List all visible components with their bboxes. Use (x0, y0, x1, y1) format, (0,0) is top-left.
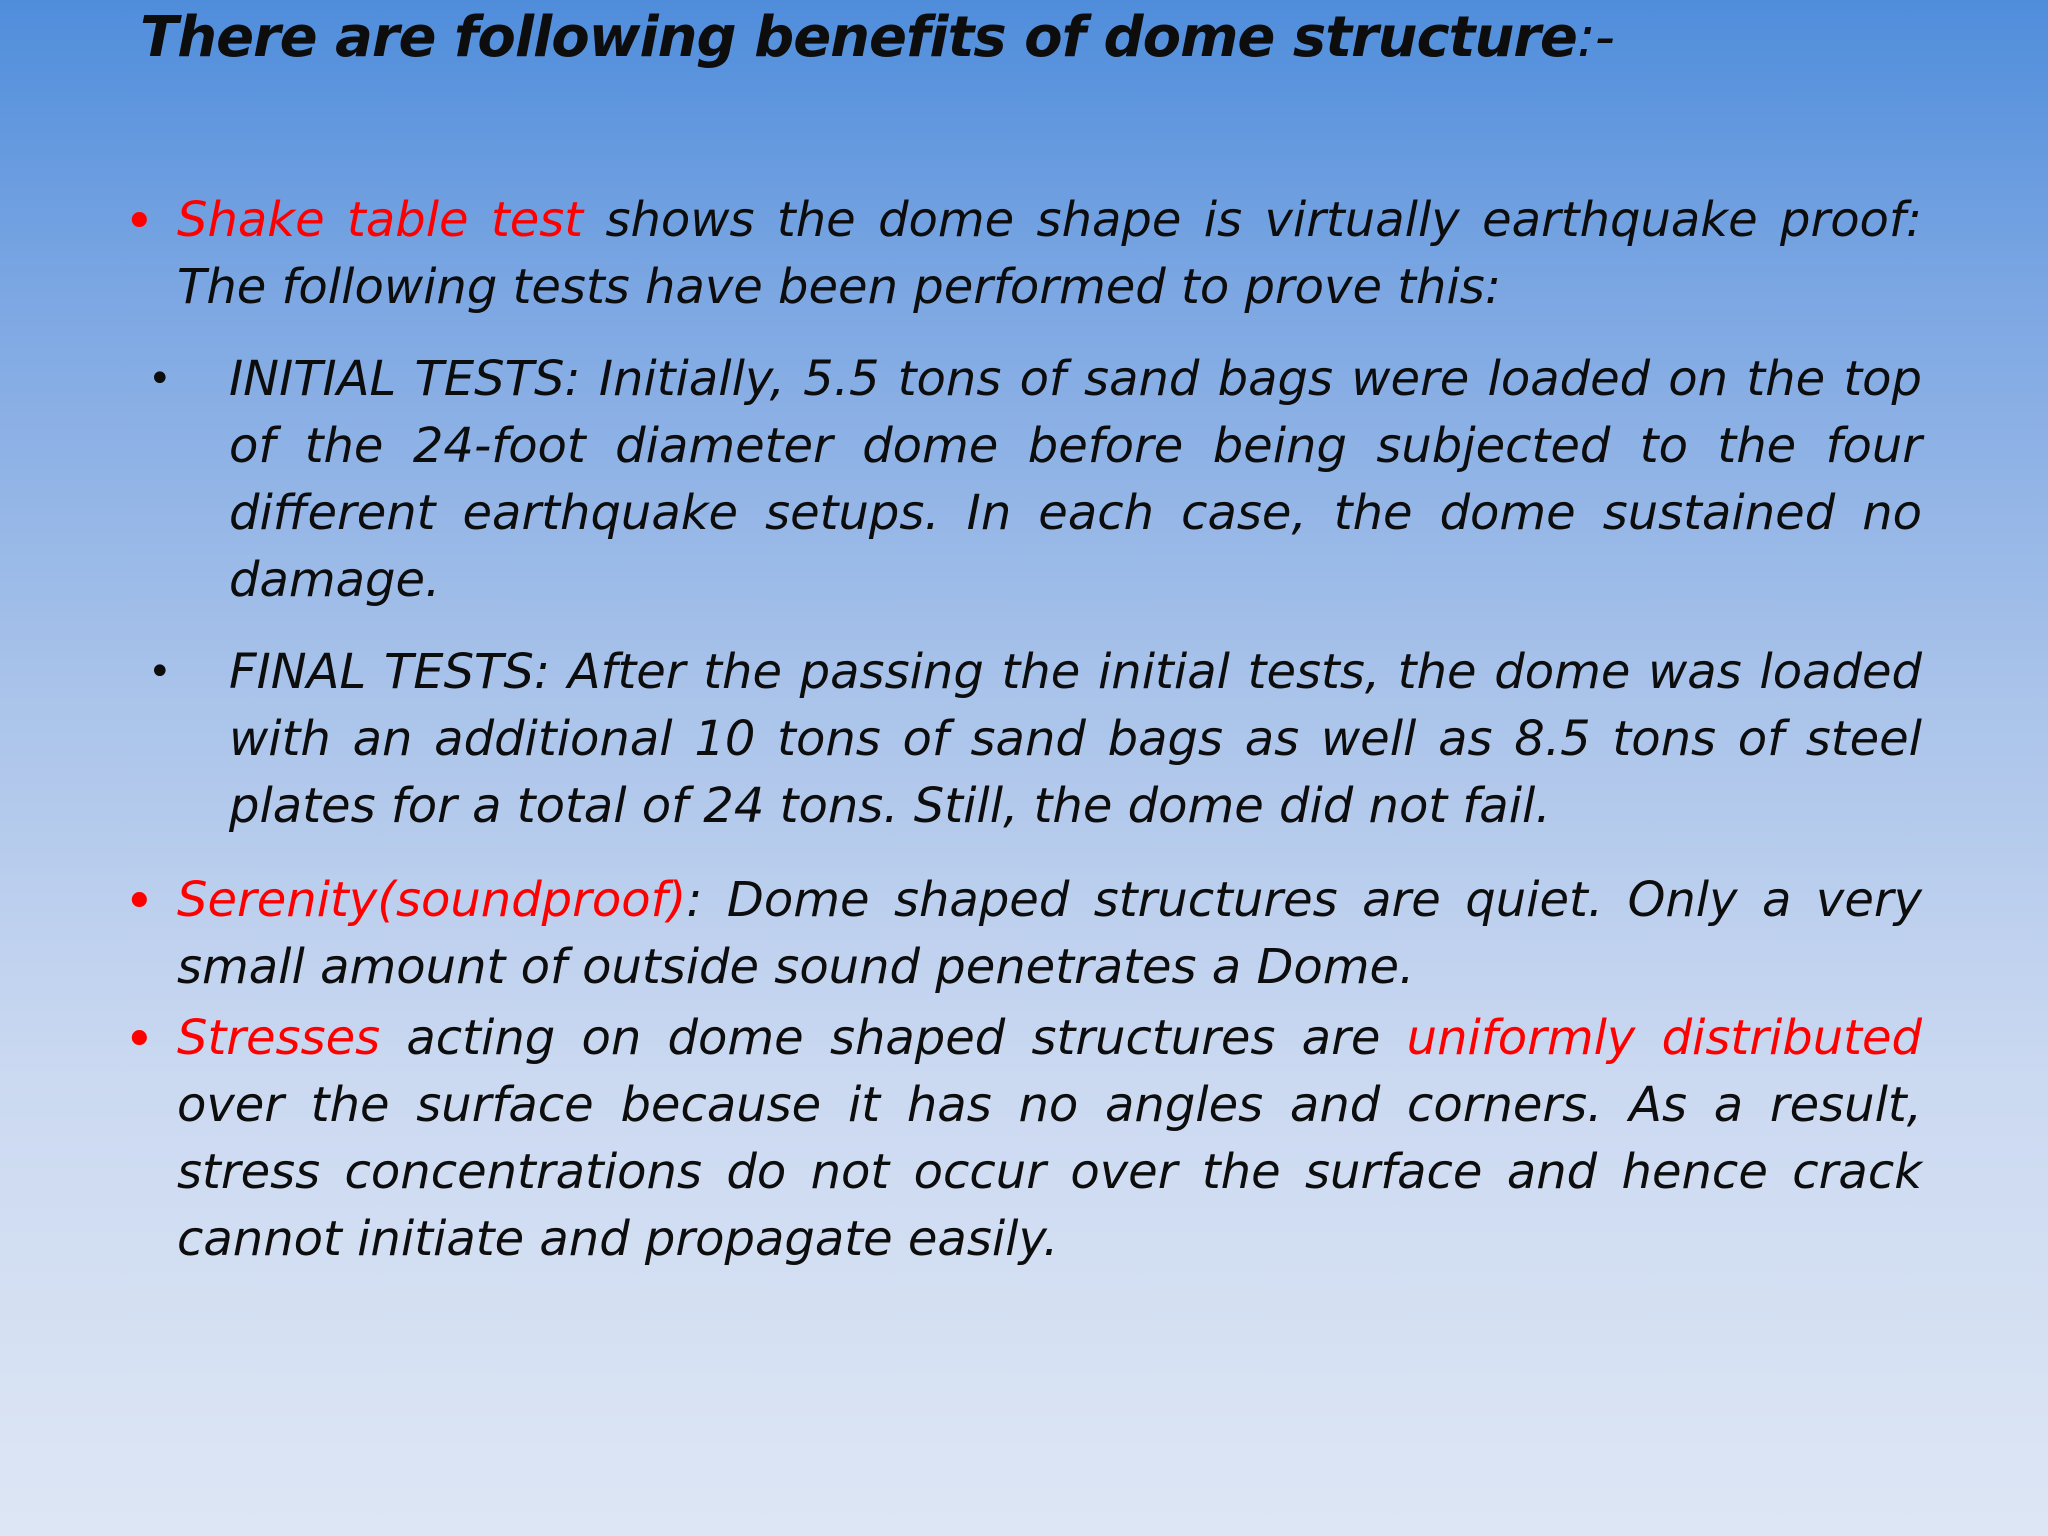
slide-title-main: There are following benefits of dome structure (140, 5, 1577, 70)
slide-title (140, 2, 1614, 74)
shake-table-highlight: Shake table test (177, 192, 584, 248)
bullet-stresses: • (124, 1010, 155, 1070)
stresses-highlight-uniform: uniformly distributed (1406, 1010, 1923, 1066)
bullet-serenity: • (124, 872, 155, 932)
item-stresses (177, 1005, 1922, 1273)
bullet-shake-table: • (124, 192, 155, 252)
serenity-highlight: Serenity(soundproof) (177, 872, 687, 928)
item-shake-table (177, 187, 1922, 321)
item-serenity (177, 867, 1922, 1001)
item-final-tests (229, 639, 1922, 840)
serenity-text: : Dome shaped structures are quiet. Only a very small amount of outside sound penetrates a Dome. (177, 872, 1922, 995)
final-tests-text: FINAL TESTS: After the passing the initial tests, the dome was loaded with an additional 10 tons of sand bags as well as 8.5 tons of steel plates for a total of 24 tons. Still, the dome did not fail. (229, 644, 1922, 834)
stresses-text-a: acting on dome shaped structures are (380, 1010, 1407, 1066)
item-initial-tests (229, 346, 1922, 614)
initial-tests-text: INITIAL TESTS: Initially, 5.5 tons of sand bags were loaded on the top of the 24-foot diameter dome before being subjected to the four different earthquake setups. In each case, the dome sustained no damage. (229, 351, 1922, 608)
slide-title-suffix: :- (1576, 5, 1614, 70)
shake-table-text: shows the dome shape is virtually earthquake proof: The following tests have been performed to prove this: (177, 192, 1922, 315)
stresses-text-b: over the surface because it has no angles and corners. As a result, stress concentrations do not occur over the surface and hence crack cannot initiate and propagate easily. (177, 1077, 1922, 1267)
bullet-initial-tests: • (148, 356, 172, 402)
stresses-highlight: Stresses (177, 1010, 381, 1066)
bullet-final-tests: • (148, 649, 172, 695)
